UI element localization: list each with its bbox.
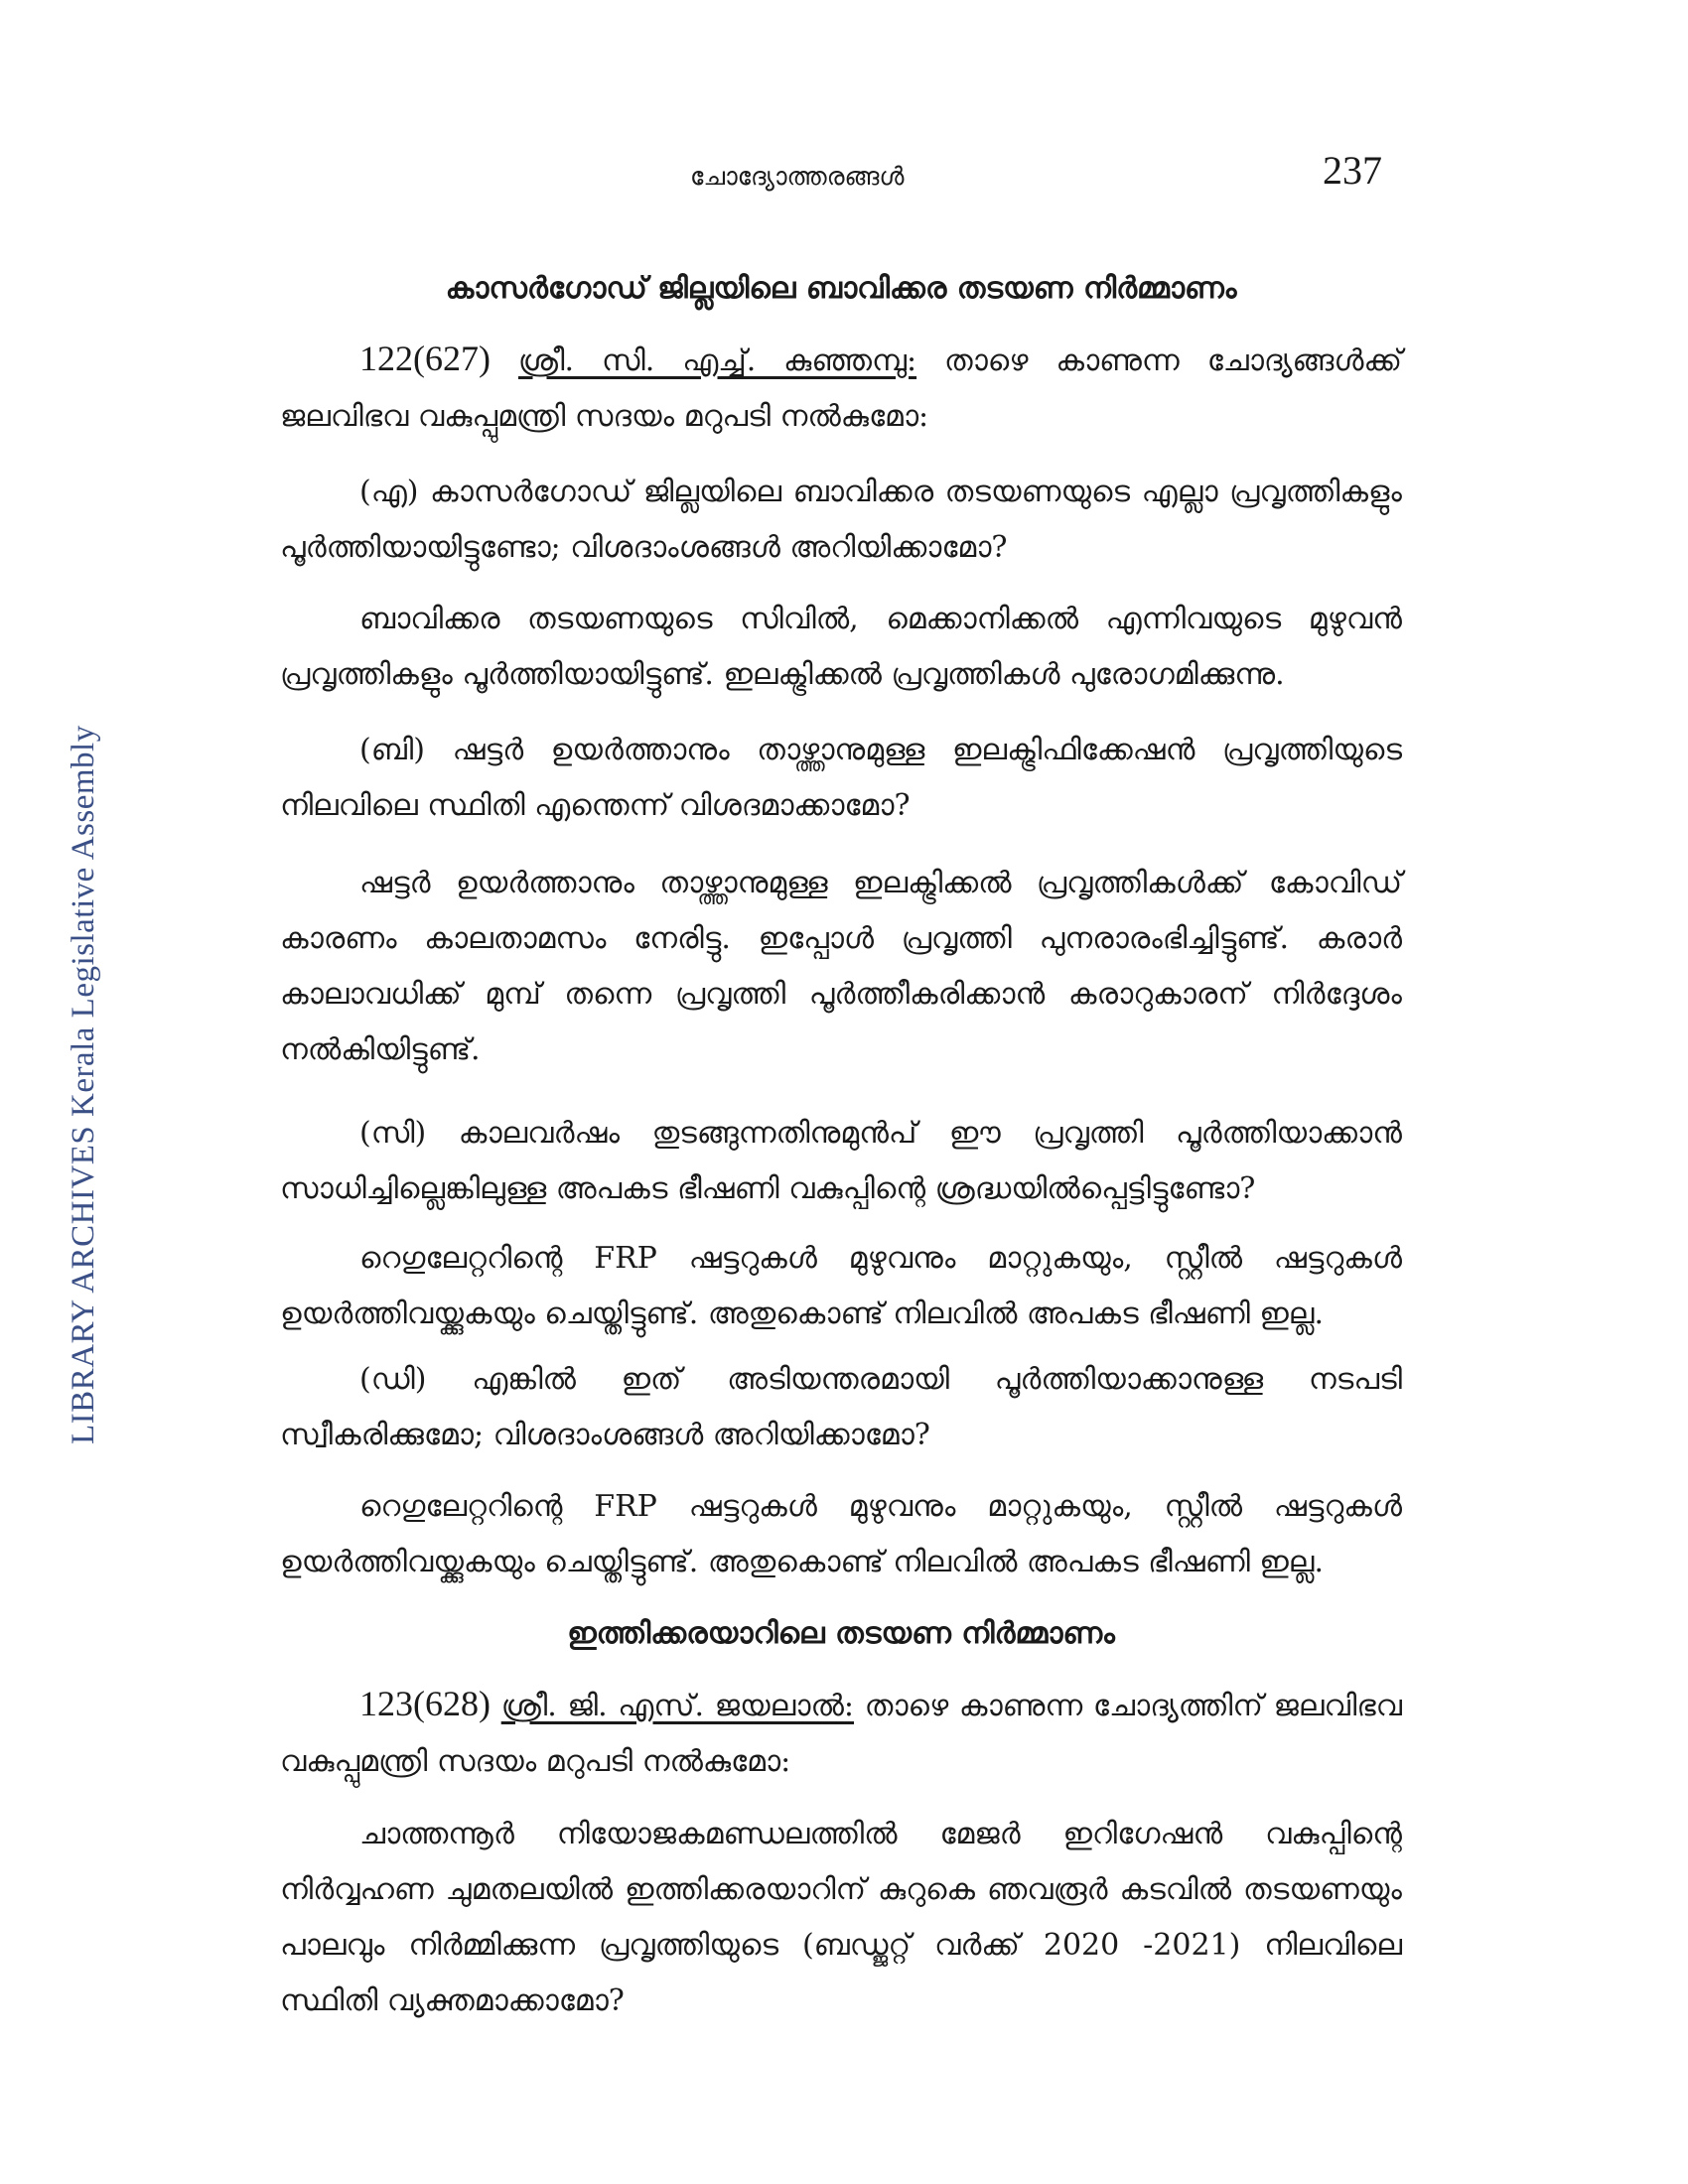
question-b: (ബി) ഷട്ടർ ഉയർത്താനും താഴ്ത്താനുമുള്ള ഇലക്ട്രിഫിക്കേഷൻ പ്രവൃത്തിയുടെ നിലവിലെ സ്ഥിതി എന്തെന്ന് വിശദമാക്കാമോ?	[280, 733, 1402, 823]
answer-d: റെഗുലേറ്ററിന്റെ FRP ഷട്ടറുകൾ മുഴുവനും മാറ്റുകയും, സ്റ്റീൽ ഷട്ടറുകൾ ഉയർത്തിവയ്ക്കുകയും ചെയ്തിട്ടുണ്ട്. അതുകൊണ്ട് നിലവിൽ അപകട ഭീഷണി ഇല്ല.	[280, 1489, 1402, 1579]
intro-text: താഴെ കാണുന്ന ചോദ്യങ്ങൾക്ക് ജലവിഭവ വകുപ്പുമന്ത്രി സദയം മറുപടി നൽകുമോ:	[280, 343, 1402, 434]
question-c: (സി) കാലവർഷം തുടങ്ങുന്നതിനുമുൻപ് ഈ പ്രവൃത്തി പൂർത്തിയാക്കാൻ സാധിച്ചില്ലെങ്കിലുള്ള അപകട ഭീഷണി വകുപ്പിന്റെ ശ്രദ്ധയിൽപ്പെട്ടിട്ടുണ്ടോ?	[280, 1116, 1402, 1206]
question-a: (എ) കാസർഗോഡ് ജില്ലയിലെ ബാവിക്കര തടയണയുടെ എല്ലാ പ്രവൃത്തികളും പൂർത്തിയായിട്ടുണ്ടോ; വിശദാംശങ്ങൾ അറിയിക്കാമോ?	[280, 475, 1402, 565]
section-heading: കാസർഗോഡ് ജില്ലയിലെ ബാവിക്കര തടയണ നിർമ്മാണം	[445, 271, 1237, 306]
answer-a: ബാവിക്കര തടയണയുടെ സിവിൽ, മെക്കാനിക്കൽ എന്നിവയുടെ മുഴുവൻ പ്രവൃത്തികളും പൂർത്തിയായിട്ടുണ്ട്. ഇലക്ട്രിക്കൽ പ്രവൃത്തികൾ പുരോഗമിക്കുന്നു.	[280, 602, 1402, 692]
question-number: 122(627)	[359, 339, 491, 378]
answer-c: റെഗുലേറ്ററിന്റെ FRP ഷട്ടറുകൾ മുഴുവനും മാറ്റുകയും, സ്റ്റീൽ ഷട്ടറുകൾ ഉയർത്തിവയ്ക്കുകയും ചെയ്തിട്ടുണ്ട്. അതുകൊണ്ട് നിലവിൽ അപകട ഭീഷണി ഇല്ല.	[280, 1241, 1402, 1331]
question-number-2: 123(628)	[359, 1684, 491, 1723]
running-title: ചോദ്യോത്തരങ്ങൾ	[690, 162, 905, 191]
section-heading-2: ഇത്തിക്കരയാറിലെ തടയണ നിർമ്മാണം	[567, 1616, 1115, 1651]
intro-text-2: താഴെ കാണുന്ന ചോദ്യത്തിന് ജലവിഭവ വകുപ്പുമന്ത്രി സദയം മറുപടി നൽകുമോ:	[280, 1689, 1403, 1779]
question-d: (ഡി) എങ്കിൽ ഇത് അടിയന്തരമായി പൂർത്തിയാക്കാനുള്ള നടപടി സ്വീകരിക്കുമോ; വിശദാംശങ്ങൾ അറിയിക്കാമോ?	[280, 1362, 1402, 1452]
answer-b: ഷട്ടർ ഉയർത്താനും താഴ്ത്താനുമുള്ള ഇലക്ട്രിക്കൽ പ്രവൃത്തികൾക്ക് കോവിഡ് കാരണം കാലതാമസം നേരിട്ടു. ഇപ്പോൾ പ്രവൃത്തി പുനരാരംഭിച്ചിട്ടുണ്ട്. കരാർ കാലാവധിക്ക് മുമ്പ് തന്നെ പ്രവൃത്തി പൂർത്തീകരിക്കാൻ കരാറുകാരന് നിർദ്ദേശം നൽകിയിട്ടുണ്ട്.	[280, 866, 1402, 1067]
question-intro	[280, 331, 1402, 445]
question-intro-2	[280, 1676, 1402, 1790]
page-number: 237	[1323, 148, 1382, 193]
member-name: ശ്രീ. സി. എച്ച്. കുഞ്ഞമ്പു:	[517, 343, 917, 378]
question-main-2: ചാത്തന്നൂർ നിയോജകമണ്ഡലത്തിൽ മേജർ ഇറിഗേഷൻ വകുപ്പിന്റെ നിർവ്വഹണ ചുമതലയിൽ ഇത്തിക്കരയാറിന് കുറുകെ ഞവരൂർ കടവിൽ തടയണയും പാലവും നിർമ്മിക്കുന്ന പ്രവൃത്തിയുടെ (ബഡ്ജറ്റ് വർക്ക് 2020 -2021) നിലവിലെ സ്ഥിതി വ്യക്തമാക്കാമോ?	[280, 1817, 1402, 2018]
member-name-2: ശ്രീ. ജി. എസ്. ജയലാൽ:	[500, 1689, 855, 1723]
archive-watermark: LIBRARY ARCHIVES Kerala Legislative Assembly	[66, 725, 101, 1444]
